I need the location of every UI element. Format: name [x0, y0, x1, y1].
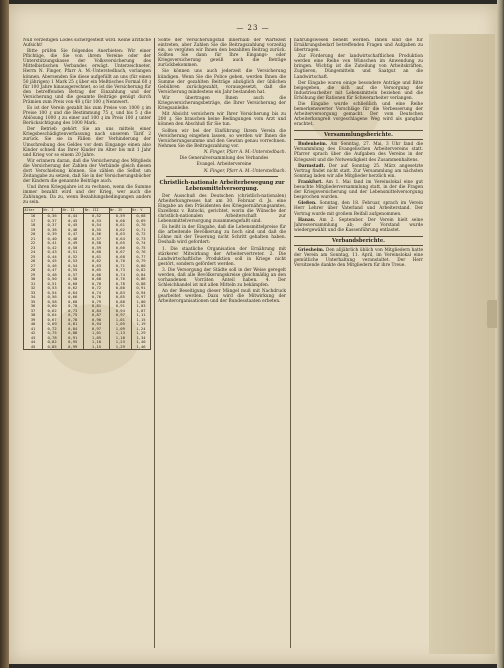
- column-3: [294, 38, 423, 650]
- premium-cell: 0,59: [84, 246, 109, 251]
- premium-cell: 0,60: [109, 219, 131, 224]
- premium-cell: 0,97: [84, 327, 109, 332]
- age-cell: 36: [24, 304, 43, 309]
- age-cell: 16: [24, 214, 43, 219]
- age-cell: 25: [24, 255, 43, 260]
- premium-cell: 0,50: [62, 246, 84, 251]
- premium-cell: 0,84: [131, 273, 150, 278]
- paragraph: Der Betrieb gehört Sie an uns mittels einer Kriegsbeschädigtenverfassung nach unserem Tarif 2 zurück. Sie sie in Fällen der Verhinderung der Umschreibung des Geldes vor dem Eingange einen also Kinder schnell das Ihrer Kinder im Alter bis mit 1 Jahr und Krieg vor so einem 20 Jahre.: [23, 127, 151, 158]
- table-body: [24, 214, 151, 350]
- table-row: [24, 345, 151, 350]
- premium-cell: 0,73: [131, 237, 150, 242]
- table-header: Nr. IV: [109, 208, 131, 214]
- premium-cell: 0,45: [62, 219, 84, 224]
- premium-cell: 0,97: [109, 313, 131, 318]
- paragraph: Es heißt in der Eingabe, daß die Lebensmittelpreise für die arbeitende Bevölkerung zu hoch sind und daß die Löhne mit der Teuerung nicht Schritt gehalten haben. Deshalb wird gefordert:: [158, 225, 286, 246]
- paragraph: 1. Die staatliche Organisation der Ernährung mit stärkerer Mitwirkung der Arbeitervertreter. 2. Die Landwirtschaftliche Produktion soll in Kriege nicht gestört, sondern gefördert werden.: [158, 246, 286, 267]
- newspaper-page: [9, 4, 497, 664]
- paragraph: Bitte prüfen Sie folgendes Anerbieten: Wir einer Pflichtige, die Sie von ihrem Vereine oder der Unterstützungskasse der Volksversicherung des Mittelbistischen Verbandes erwägt. Unterzeichneter, Herrn N. Finger, Pfarr A. M.-Unterstedbach, vorlangen können. Abersenden Sie diese aufgefüllt an uns (für einen 50 jährigen) 1 Mark 25 ₰ über ein Meßtisches Formal 60 ₰ für 100 Jahre hinausgerechnet, so ist die Versicherung für den betreffenden Betrag der Einzahlung und der Versicherung und die gesamte Beiträge genügt durch Prämien zum Preis von 48 ₰ für 100 ₰ Nennwert.: [23, 49, 151, 105]
- premium-cell: 0,67: [43, 318, 62, 323]
- premium-cell: 0,94: [109, 309, 131, 314]
- paragraph: Null verzeitigen Lodes sichergestellt wird. Keine ärztliche Aufsicht!: [23, 38, 151, 49]
- premium-cell: 0,47: [43, 268, 62, 273]
- premium-cell: 0,44: [62, 214, 84, 219]
- premium-cell: 0,69: [43, 322, 62, 327]
- paragraph: Es ist der Verein gezahlt bis zum Preise von 1000 ₰ im Preise 100 ₰ und die Bestimmung 75 ₰, und bis 5 ₰ die Ablösung 1000 ₰ zu einer auf 100 ₰ im Preis 100 ₰ unter Berücksichtigung des 1000 Mark.: [23, 105, 151, 127]
- premium-cell: 0,95: [62, 340, 84, 345]
- premium-cell: 0,54: [84, 223, 109, 228]
- organization-line: Die Generalversammlung des Verbandes: [179, 156, 269, 162]
- premium-cell: 1,03: [131, 304, 150, 309]
- premium-cell: 0,94: [84, 322, 109, 327]
- premium-cell: 0,90: [84, 318, 109, 323]
- premium-cell: 0,67: [109, 250, 131, 255]
- premium-cell: 1,15: [131, 318, 150, 323]
- column-1: [23, 38, 151, 650]
- premium-cell: 0,53: [43, 286, 62, 291]
- premium-cell: 0,68: [62, 300, 84, 305]
- place-name: Frankfurt.: [298, 180, 323, 186]
- premium-cell: 0,80: [109, 286, 131, 291]
- premium-cell: 0,75: [62, 313, 84, 318]
- report-text: Am Sonntag, 27. Mai, 3 Uhr fand die Versammlung des Evangelischen Arbeitervereins statt. Pfarrer sprach über die Aufgaben des Vereins in der Kriegszeit und die Notwendigkeit des Zusammenhaltens.: [294, 142, 423, 163]
- premium-cell: 0,65: [109, 241, 131, 246]
- premium-cell: 0,74: [84, 291, 109, 296]
- paragraph: Sollte der Versicherungsfall innerhalb der Wartezeit eintreten, aber Zahlen Sie die Beitragszahlung vorzeitig ein, so vergüten wir Ihnen den bezahlten Beitrag zurück. Sollten Sie dann für Ihre Eingangs- oder Kriegsversicherung gewiß auch die Beträge zurückbekommen.: [158, 38, 286, 69]
- premium-cell: 0,78: [109, 282, 131, 287]
- premium-cell: 0,40: [43, 237, 62, 242]
- premium-cell: 0,52: [84, 214, 109, 219]
- paragraph: An der Beseitigung dieser Mängel muß mit Nachdruck gearbeitet werden. Dazu wird die Mitwirkung der Arbeiterorganisationen und der Bundesstaaten erbeten.: [158, 289, 286, 305]
- premium-cell: 0,68: [131, 214, 150, 219]
- place-name: Budenheim.: [298, 142, 328, 148]
- premium-cell: 1,01: [84, 331, 109, 336]
- premium-cell: 0,88: [131, 282, 150, 287]
- premium-cell: 1,46: [131, 345, 150, 350]
- premium-cell: 0,62: [84, 259, 109, 264]
- premium-cell: 0,69: [131, 219, 150, 224]
- age-cell: 22: [24, 241, 43, 246]
- premium-cell: 0,75: [43, 331, 62, 336]
- premium-cell: 0,94: [131, 291, 150, 296]
- age-cell: 44: [24, 340, 43, 345]
- premium-cell: 0,55: [62, 268, 84, 273]
- premium-cell: 0,91: [109, 304, 131, 309]
- premium-cell: 0,84: [84, 309, 109, 314]
- premium-cell: 0,51: [62, 250, 84, 255]
- premium-cell: 0,87: [84, 313, 109, 318]
- premium-cell: 0,56: [43, 295, 62, 300]
- table-header: Nr. III: [84, 208, 109, 214]
- table-header: Nr. II: [62, 208, 84, 214]
- page-edge: [497, 0, 504, 668]
- premium-cell: 0,58: [43, 300, 62, 305]
- section-rule: [166, 176, 278, 177]
- premium-cell: 1,24: [131, 327, 150, 332]
- premium-cell: 0,72: [84, 286, 109, 291]
- premium-cell: 0,50: [43, 277, 62, 282]
- premium-cell: 0,66: [109, 246, 131, 251]
- premium-cell: 0,76: [109, 277, 131, 282]
- premium-cell: 0,88: [62, 331, 84, 336]
- premium-cell: 0,80: [131, 264, 150, 269]
- premium-cell: 0,68: [84, 277, 109, 282]
- age-cell: 19: [24, 228, 43, 233]
- section-heading: Versammlungsberichte.: [294, 130, 423, 140]
- premium-cell: 0,51: [43, 282, 62, 287]
- paragraph: Der Eingabe waren einige besondere Anträge und Bitte beigegeben, die sich auf die Versorgung der Industriearbeiter mit Lebensmitteln beziehen und die Erhöhung der Rationen für Schwerarbeiter verlangen.: [294, 80, 423, 101]
- premium-cell: 0,62: [43, 309, 62, 314]
- premium-cell: 0,66: [62, 295, 84, 300]
- column-divider: [154, 38, 155, 648]
- meeting-report: [294, 201, 423, 216]
- place-name: Darmstadt.: [298, 163, 325, 169]
- premium-cell: 1,00: [131, 300, 150, 305]
- report-text: Den alljährlich üblich von Mitgliedern hatte der Verein am Sonntag, 11. April, im Vereinslokal eine gemütliche Unterhaltung veranstaltet. Der Herr Vorsitzende dankte den Mitgliedern für ihre Treue.: [294, 247, 423, 269]
- meeting-report: [294, 142, 423, 162]
- age-cell: 23: [24, 246, 43, 251]
- premium-cell: 0,99: [62, 345, 84, 350]
- premium-cell: 0,52: [62, 255, 84, 260]
- paragraph: Und ihren Kriegsjahre ist zu rechnen, wenn die Summe immer bezahlt wird und der Krieg, wer auch die Zahlungen. Da zu, wenn Bezahlungsbedingungen anders zu sein.: [23, 185, 151, 206]
- premium-cell: 1,23: [109, 340, 131, 345]
- premium-cell: 0,45: [43, 259, 62, 264]
- age-cell: 32: [24, 286, 43, 291]
- premium-cell: 0,60: [84, 250, 109, 255]
- premium-cell: 0,61: [84, 255, 109, 260]
- premium-cell: 1,09: [109, 327, 131, 332]
- premium-cell: 0,64: [62, 291, 84, 296]
- book-spine: [0, 0, 9, 668]
- age-cell: 41: [24, 327, 43, 332]
- age-cell: 28: [24, 268, 43, 273]
- premium-cell: 0,91: [62, 336, 84, 341]
- table-header: Alter: [24, 208, 43, 214]
- report-text: Am 1. Mai fand im Vereinslokal eine gut besuchte Mitgliederversammlung statt, in der die Fragen der Kriegsversicherung und der Lebensmittelversorgung besprochen wurden.: [294, 180, 423, 201]
- premium-cell: 0,48: [62, 237, 84, 242]
- premium-cell: 0,54: [62, 264, 84, 269]
- meeting-report: [294, 218, 423, 233]
- premium-cell: 0,70: [62, 304, 84, 309]
- paragraph: nährungswesen behebt werden. Ihnen sind die für Ernährungsbedarf betreffenden Fragen und Aufgaben zu übertragen.: [294, 38, 423, 54]
- premium-cell: 0,85: [109, 295, 131, 300]
- place-name: Gießen.: [298, 201, 317, 207]
- right-margin: [429, 34, 495, 654]
- premium-cell: 0,86: [131, 277, 150, 282]
- report-text: Am 2. September. Der Verein hielt seine Jahresversammlung ab; der Vorstand wurde wiedergewählt und die Kassenführung entlastet.: [294, 217, 423, 233]
- premium-cell: 0,53: [62, 259, 84, 264]
- premium-cell: 0,64: [43, 313, 62, 318]
- premium-cell: 0,57: [84, 237, 109, 242]
- signature: N. Finger, Pfarr A. M.-Unterstedbach.: [203, 168, 286, 174]
- place-name: Griesheim.: [298, 247, 325, 253]
- premium-cell: 0,82: [131, 268, 150, 273]
- premium-cell: 0,82: [43, 340, 62, 345]
- premium-cell: 0,77: [131, 255, 150, 260]
- premium-cell: 0,65: [84, 268, 109, 273]
- premium-cell: 0,41: [43, 241, 62, 246]
- meeting-report: [294, 180, 423, 200]
- age-cell: 33: [24, 291, 43, 296]
- age-cell: 42: [24, 331, 43, 336]
- premium-cell: 0,63: [109, 232, 131, 237]
- premium-cell: 0,60: [62, 282, 84, 287]
- premium-cell: 0,37: [43, 219, 62, 224]
- premium-cell: 0,37: [43, 223, 62, 228]
- age-cell: 39: [24, 318, 43, 323]
- premium-cell: 0,76: [84, 295, 109, 300]
- paragraph: Zur Förderung der landwirtschaftlichen Produktion werden eine Reihe von Wünschen im Anwendung zu bringen. Wichtig ist die Zuteilung von Arbeitskräften, Zugtieren, Düngemitteln und Saatgut an die Landwirtschaft.: [294, 54, 423, 80]
- premium-cell: 0,88: [109, 300, 131, 305]
- paragraph: Wir übertragen Ihnen auch die Kriegsversicherungsbeträge, die Ihrer Versicherung der Kriegsanleihe.: [158, 95, 286, 111]
- premium-cell: 0,76: [131, 250, 150, 255]
- premium-cell: 1,15: [84, 345, 109, 350]
- organization-line: Evangel. Arbeitervereine: [196, 162, 252, 168]
- report-text: Der auf Sonntag 25. März angesetzte Vortrag findet nicht statt. Zur Versammlung am nächsten Sonntag laden wir alle Mitglieder herzlich ein.: [294, 163, 423, 179]
- premium-cell: 0,83: [109, 291, 131, 296]
- article-heading: Christlich-nationale Arbeiterbewegung zur Lebensmittelversorgung.: [159, 179, 285, 192]
- age-cell: 26: [24, 259, 43, 264]
- premium-cell: 0,72: [43, 327, 62, 332]
- paragraph: 3. Die Versorgung der Städte soll in der Weise geregelt werden, daß alle Bevölkerungskreise gleichmäßig an den vorhandenen Vorräten Anteil haben. 4. Der Schleichhandel ist mit allen Mitteln zu bekämpfen.: [158, 267, 286, 289]
- premium-cell: 0,91: [131, 286, 150, 291]
- age-cell: 18: [24, 223, 43, 228]
- premium-cell: 0,42: [43, 246, 62, 251]
- premium-cell: 0,73: [62, 309, 84, 314]
- paragraph: Sie können uns auch jederzeit die Versicherung kündigen. Wenn Sie die Police geben, werden Ihnen die Summe der gezahlten Beiträge abzüglich der üblichen Gebühren zurückgezahlt, vorausgesetzt, daß die Versicherung mindestens ein Jahr bestanden hat.: [158, 69, 286, 95]
- age-cell: 31: [24, 282, 43, 287]
- premium-cell: 0,45: [62, 223, 84, 228]
- premium-cell: 0,61: [109, 223, 131, 228]
- signature: N. Finger, Pfarr A. M.-Unterstedbach.: [203, 149, 286, 155]
- premium-cell: 0,71: [109, 264, 131, 269]
- premium-cell: 0,56: [84, 232, 109, 237]
- age-cell: 38: [24, 313, 43, 318]
- premium-cell: 0,47: [62, 232, 84, 237]
- premium-cell: 0,48: [43, 273, 62, 278]
- premium-cell: 1,10: [84, 340, 109, 345]
- premium-cell: 0,68: [109, 255, 131, 260]
- premium-cell: 1,34: [131, 336, 150, 341]
- premium-cell: 1,29: [131, 331, 150, 336]
- age-cell: 20: [24, 232, 43, 237]
- age-cell: 17: [24, 219, 43, 224]
- premium-table: [23, 207, 151, 350]
- premium-cell: 0,70: [84, 282, 109, 287]
- premium-cell: 0,46: [62, 228, 84, 233]
- premium-cell: 0,74: [131, 241, 150, 246]
- premium-cell: 0,36: [43, 214, 62, 219]
- column-divider: [290, 38, 291, 648]
- premium-cell: 0,74: [109, 273, 131, 278]
- age-cell: 29: [24, 273, 43, 278]
- premium-cell: 1,05: [109, 322, 131, 327]
- page-tab: [487, 300, 497, 328]
- premium-cell: 0,81: [62, 322, 84, 327]
- age-cell: 21: [24, 237, 43, 242]
- premium-cell: 0,64: [109, 237, 131, 242]
- premium-cell: 0,85: [43, 345, 62, 350]
- column-2: [158, 38, 286, 650]
- age-cell: 37: [24, 309, 43, 314]
- premium-cell: 1,07: [131, 309, 150, 314]
- premium-cell: 0,39: [43, 232, 62, 237]
- age-cell: 30: [24, 277, 43, 282]
- premium-cell: 1,19: [131, 322, 150, 327]
- premium-cell: 0,71: [131, 228, 150, 233]
- place-name: Hanau.: [298, 217, 316, 223]
- premium-cell: 0,97: [131, 295, 150, 300]
- age-cell: 40: [24, 322, 43, 327]
- premium-cell: 0,57: [62, 273, 84, 278]
- district-report: [294, 248, 423, 268]
- age-cell: 27: [24, 264, 43, 269]
- premium-cell: 0,62: [62, 286, 84, 291]
- premium-cell: 0,62: [109, 228, 131, 233]
- premium-cell: 0,75: [131, 246, 150, 251]
- premium-cell: 0,79: [84, 300, 109, 305]
- age-cell: 24: [24, 250, 43, 255]
- paragraph: Mit Absicht versichern wir Ihrer Versicherung bis zu 200 ₰. Sie brauchen keine Bedingungen vom Arzt und können den Abschluß für Sie tun.: [158, 112, 286, 128]
- premium-cell: 0,46: [43, 264, 62, 269]
- premium-cell: 1,01: [109, 318, 131, 323]
- paragraph: Sollten wir bei der Einführung Ihrem Verein die Versicherung eingehen lassen, so werden wir Ihnen die Versicherungssumme und den Gewinn genau vorrechnen. Nehmen Sie die Beitragszahlung vor.: [158, 128, 286, 149]
- premium-cell: 0,84: [62, 327, 84, 332]
- meeting-report: [294, 164, 423, 179]
- premium-cell: 0,59: [109, 214, 131, 219]
- section-heading: Verbandsberichte.: [294, 236, 423, 246]
- premium-cell: 0,58: [62, 277, 84, 282]
- premium-cell: 0,44: [43, 255, 62, 260]
- premium-cell: 1,18: [109, 336, 131, 341]
- age-cell: 45: [24, 345, 43, 350]
- premium-cell: 0,73: [109, 268, 131, 273]
- premium-cell: 1,40: [131, 340, 150, 345]
- premium-cell: 1,29: [109, 345, 131, 350]
- age-cell: 35: [24, 300, 43, 305]
- premium-cell: 0,78: [62, 318, 84, 323]
- age-cell: 34: [24, 295, 43, 300]
- paragraph: Der Ausschuß des Deutschen (christlich-nationalen) Arbeiterkongresses hat am 30. Februar d. Js. eine Eingabe an den Präsidenten des Kriegsernährungsamtes, Exzellenz v. Batocki, gerichtet, worin die Wünsche der christlich-nationalen Arbeiterschaft zur Lebensmittelversorgung zusammengefaßt sind.: [158, 193, 286, 224]
- premium-cell: 0,53: [84, 219, 109, 224]
- premium-cell: 0,58: [84, 241, 109, 246]
- premium-cell: 0,81: [84, 304, 109, 309]
- premium-cell: 1,05: [84, 336, 109, 341]
- premium-cell: 0,70: [109, 259, 131, 264]
- age-cell: 43: [24, 336, 43, 341]
- premium-cell: 0,79: [131, 259, 150, 264]
- premium-cell: 1,13: [109, 331, 131, 336]
- premium-cell: 1,11: [131, 313, 150, 318]
- premium-cell: 0,70: [131, 223, 150, 228]
- premium-cell: 0,72: [131, 232, 150, 237]
- page-number: — 23 —: [236, 24, 270, 32]
- premium-cell: 0,54: [43, 291, 62, 296]
- table-header: Nr. I: [43, 208, 62, 214]
- premium-cell: 0,66: [84, 273, 109, 278]
- table-header: Nr. V: [131, 208, 150, 214]
- premium-cell: 0,43: [43, 250, 62, 255]
- premium-cell: 0,78: [43, 336, 62, 341]
- paragraph: Wir erinnern daran, daß die Versicherung des Mitglieds die Versicherung der Zahlen der Verbände gleich diesen dort Verschiebung können. Sie zählen die Selbst um Zeitangabe zu setzen, daß Sie in der Versicherungsbücher der Kindern die genannte Beiträge auch.: [23, 158, 151, 185]
- premium-cell: 0,63: [84, 264, 109, 269]
- paragraph: Die Eingabe wurde schließlich und eine Reihe bemerkenswerter Vorschläge für die Verbesserung der Arbeiterversorgung gemacht. Der vom Deutschen Arbeiterkongreß vorgeschlagene Weg wird als gangbar erachtet.: [294, 102, 423, 128]
- report-text: Sonntag, den 18. Februar, sprach im Verein Herr Lehrer über Vaterland und Arbeiterstand. Der Vortrag wurde mit großem Beifall aufgenommen.: [294, 201, 423, 217]
- premium-cell: 0,55: [84, 228, 109, 233]
- premium-cell: 0,49: [62, 241, 84, 246]
- premium-cell: 0,38: [43, 228, 62, 233]
- premium-cell: 0,60: [43, 304, 62, 309]
